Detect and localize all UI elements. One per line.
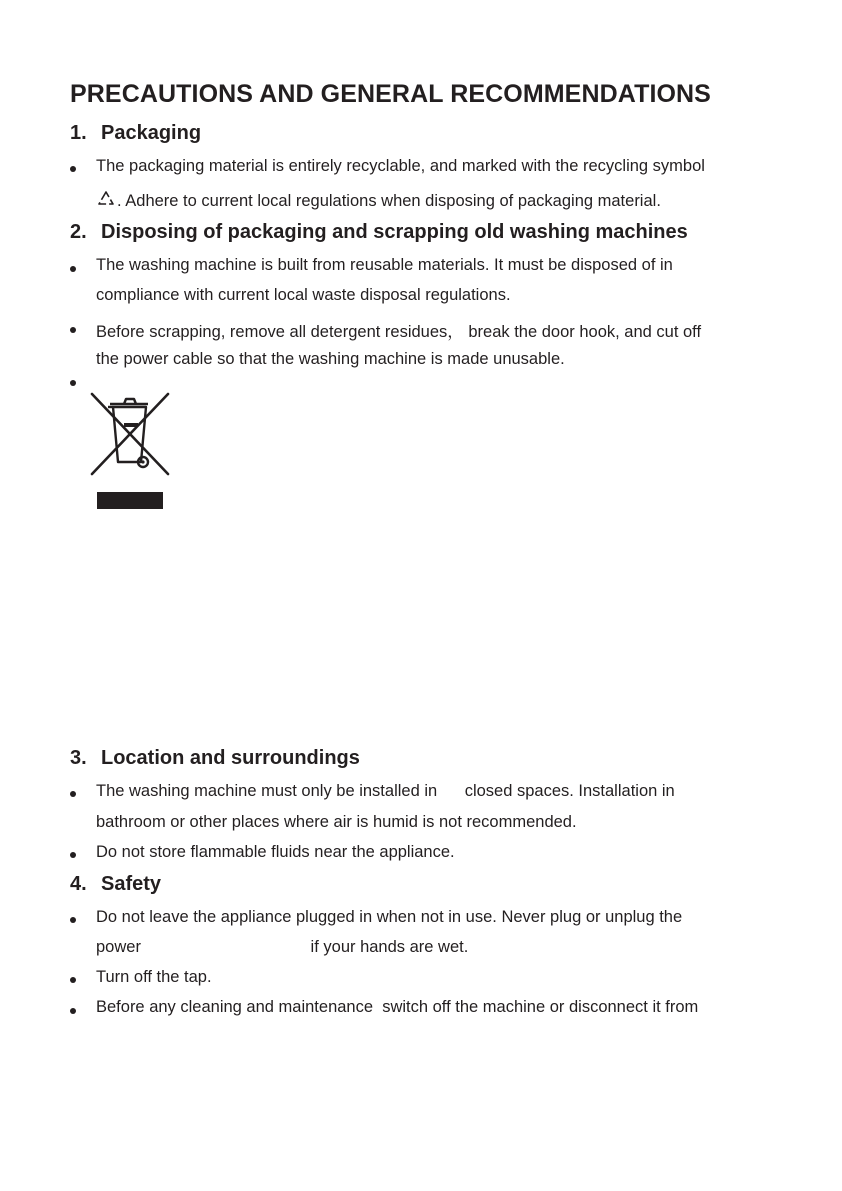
paragraph-line: the power cable so that the washing machine is made unusable. (96, 350, 565, 368)
section-number: 2. (70, 221, 87, 243)
paragraph-line: Do not leave the appliance plugged in when not in use. Never plug or unplug the (96, 908, 683, 926)
paragraph-line: Before any cleaning and maintenance switch off the machine or disconnect it from (96, 998, 699, 1016)
paragraph-line: Turn off the tap. (96, 968, 212, 986)
paragraph-line: The packaging material is entirely recyclable, and marked with the recycling symbol (96, 157, 705, 175)
paragraph-line: bathroom or other places where air is humid is not recommended. (96, 813, 577, 831)
bullet-icon (70, 327, 76, 333)
bullet-icon (70, 1008, 76, 1014)
section-title: Disposing of packaging and scrapping old washing machines (101, 221, 688, 243)
bullet-icon (70, 917, 76, 923)
bullet-icon (70, 166, 76, 172)
paragraph-line: The washing machine must only be installed in closed spaces. Installation in (96, 782, 675, 800)
weee-marking-bar (97, 492, 163, 509)
section-number: 1. (70, 122, 87, 144)
section-heading-packaging (70, 122, 201, 145)
section-number: 3. (70, 747, 87, 769)
section-heading-disposing (70, 221, 688, 244)
recycling-symbol-icon (96, 190, 116, 208)
crossed-out-wheelie-bin-icon (88, 390, 172, 478)
bullet-icon (70, 852, 76, 858)
paragraph-line: Before scrapping, remove all detergent residues， break the door hook, and cut off (96, 323, 702, 341)
paragraph-line (96, 190, 661, 211)
page-title: PRECAUTIONS AND GENERAL RECOMMENDATIONS (70, 80, 711, 108)
bullet-icon (70, 791, 76, 797)
bullet-icon (70, 380, 76, 386)
section-heading-safety (70, 873, 161, 896)
section-title: Location and surroundings (101, 747, 360, 769)
bullet-icon (70, 266, 76, 272)
paragraph-line: compliance with current local waste disposal regulations. (96, 286, 511, 304)
paragraph-line: The washing machine is built from reusable materials. It must be disposed of in (96, 256, 673, 274)
section-title: Packaging (101, 122, 202, 144)
paragraph-line: Do not store flammable fluids near the appliance. (96, 843, 455, 861)
section-number: 4. (70, 873, 87, 895)
section-title: Safety (101, 873, 162, 895)
bullet-icon (70, 977, 76, 983)
paragraph-line: power if your hands are wet. (96, 938, 469, 956)
section-heading-location (70, 747, 360, 770)
paragraph-line-text: . Adhere to current local regulations when disposing of packaging material. (117, 192, 661, 210)
